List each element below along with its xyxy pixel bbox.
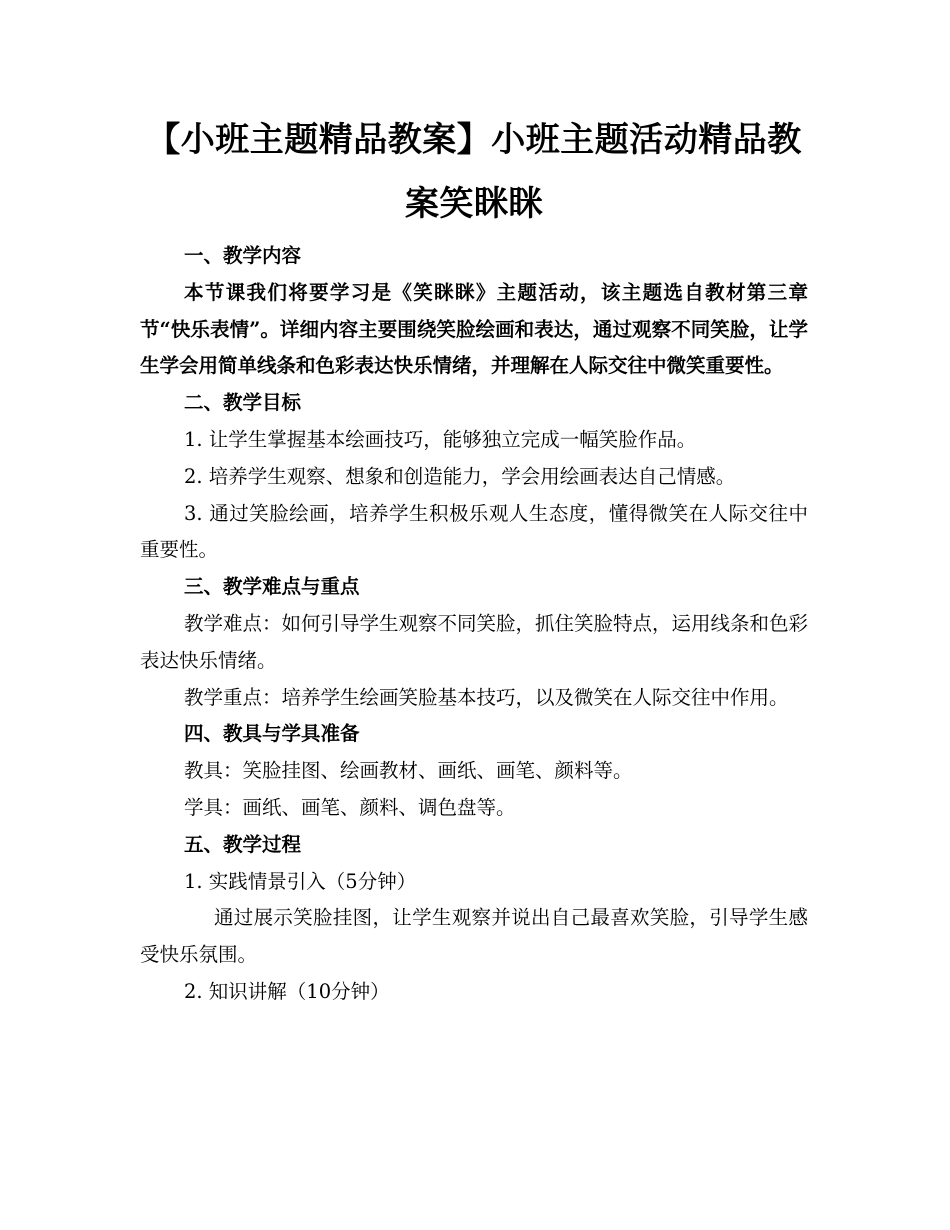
process-step-2: 2. 知识讲解（10分钟）	[184, 979, 390, 1003]
document-title	[140, 108, 808, 236]
title-line-1: 【小班主题精品教案】小班主题活动精品教	[146, 120, 802, 160]
section-3-heading: 三、教学难点与重点	[184, 575, 360, 599]
process-step-1-body: 通过展示笑脸挂图，让学生观察并说出自己最喜欢笑脸，引导学生感受快乐氛围。	[140, 906, 808, 967]
title-line-2: 案笑眯眯	[405, 184, 543, 224]
objective-item-3: 3. 通过笑脸绘画，培养学生积极乐观人生态度，懂得微笑在人际交往中重要性。	[140, 501, 808, 562]
objective-item-1: 1. 让学生掌握基本绘画技巧，能够独立完成一幅笑脸作品。	[184, 427, 697, 451]
process-step-1: 1. 实践情景引入（5分钟）	[184, 869, 417, 893]
teaching-difficulty: 教学难点：如何引导学生观察不同笑脸，抓住笑脸特点，运用线条和色彩表达快乐情绪。	[140, 611, 809, 672]
teaching-key-point: 教学重点：培养学生绘画笑脸基本技巧，以及微笑在人际交往中作用。	[184, 685, 789, 709]
section-1-body: 本节课我们将要学习是《笑眯眯》主题活动，该主题选自教材第三章节“快乐表情”。详细内容主要围绕笑脸绘画和表达，通过观察不同笑脸，让学生学会用简单线条和色彩表达快乐情绪，并理解在人际交往中微笑重要性。	[140, 280, 808, 378]
document-page	[140, 108, 808, 1011]
section-5-heading: 五、教学过程	[184, 832, 302, 856]
student-tools: 学具：画纸、画笔、颜料、调色盘等。	[184, 795, 516, 819]
objective-item-2: 2. 培养学生观察、想象和创造能力，学会用绘画表达自己情感。	[184, 464, 736, 488]
section-2-heading: 二、教学目标	[184, 391, 302, 415]
teacher-tools: 教具：笑脸挂图、绘画教材、画纸、画笔、颜料等。	[184, 759, 633, 783]
section-1-heading: 一、教学内容	[184, 244, 302, 267]
section-4-heading: 四、教具与学具准备	[184, 722, 360, 746]
